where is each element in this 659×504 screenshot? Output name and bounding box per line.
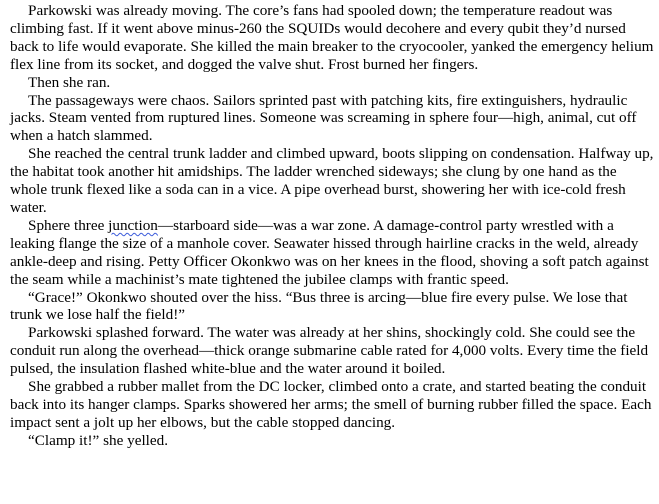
- paragraph: Parkowski splashed forward. The water was already at her shins, shockingly cold. She could see the conduit run along the overhead—thick orange submarine cable rated for 4,000 volts. Every time the field pulsed, the insulation flashed white-blue and the water around it boiled.: [10, 324, 649, 378]
- paragraph: “Clamp it!” she yelled.: [28, 431, 169, 449]
- paragraph: She grabbed a rubber mallet from the DC locker, climbed onto a crate, and started beating the conduit back into its hanger clamps. Sparks showered her arms; the smell of burning rubber filled the space. Each impact sent a jolt up her elbows, but the cable stopped dancing.: [10, 378, 652, 431]
- document-body: [10, 2, 656, 450]
- paragraph: [10, 217, 656, 289]
- paragraph: Then she ran.: [28, 73, 111, 91]
- paragraph-text: —starboard side—was a war zone. A damage-control party wrestled with a leaking flange the size of a manhole cover. Seawater hissed through hairline cracks in the weld, already ankle-deep and rising. Petty Officer Okonkwo was on her knees in the flood, shoving a soft patch against the seam while a machinist’s mate tightened the jubilee clamps with frantic speed.: [10, 216, 649, 288]
- paragraph-text: Sphere three: [28, 216, 109, 234]
- paragraph: Parkowski was already moving. The core’s fans had spooled down; the temperature readout was climbing fast. If it went above minus-260 the SQUIDs would decohere and every qubit they’d nursed back to life would evaporate. She killed the main breaker to the cryocooler, yanked the emergency helium flex line from its socket, and dogged the valve shut. Frost burned her fingers.: [10, 2, 654, 73]
- paragraph: “Grace!” Okonkwo shouted over the hiss. “Bus three is arcing—blue fire every pulse. We lose that trunk we lose half the field!”: [10, 288, 628, 324]
- paragraph: The passageways were chaos. Sailors sprinted past with patching kits, fire extinguishers, hydraulic jacks. Steam vented from ruptured lines. Someone was screaming in sphere four—high, animal, cut off when a hatch slammed.: [10, 91, 637, 145]
- paragraph: She reached the central trunk ladder and climbed upward, boots slipping on condensation. Halfway up, the habitat took another hit amidships. The ladder wrenched sideways; she clung by one hand as the whole trunk flexed like a soda can in a vice. A pipe overhead burst, showering her with ice-cold fresh water.: [10, 145, 654, 216]
- spellcheck-flagged-word[interactable]: junction: [108, 216, 158, 234]
